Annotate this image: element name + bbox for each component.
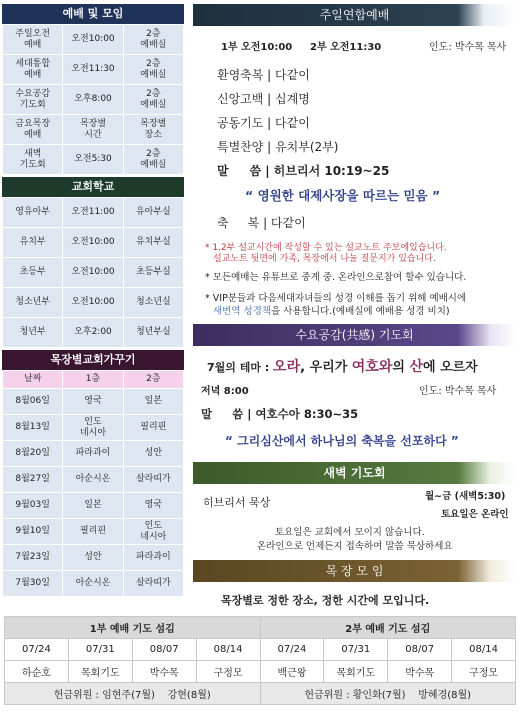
theme-word-mountain: 산 xyxy=(409,359,423,375)
garden-date: 7월30일 xyxy=(3,571,63,597)
worship-name: 새벽 기도회 xyxy=(3,145,63,175)
prayer-helper-name: 백근왕 xyxy=(260,661,324,683)
bible-name-highlight: 새번역 성경책 xyxy=(213,306,272,317)
worship-row xyxy=(3,25,184,55)
garden-floor1: 아순시온 xyxy=(63,571,123,597)
group1-title: 1부 예배 기도 섬김 xyxy=(5,617,261,639)
prayer-date: 07/31 xyxy=(324,639,388,661)
prayer-helper-name: 박수목 xyxy=(388,661,452,683)
worship-place: 2층 예배실 xyxy=(123,85,183,115)
offering-group1: 헌금위원 : 임현주(7월) 강현(8월) xyxy=(5,683,261,705)
theme-text-2: 의 xyxy=(392,360,410,375)
school-row xyxy=(3,198,184,228)
worship-name: 주일오전 예배 xyxy=(3,25,63,55)
garden-floor1: 필리핀 xyxy=(63,519,123,545)
garden-date: 8월06일 xyxy=(3,389,63,415)
service-time-2: 2부 오전11:30 xyxy=(310,42,382,53)
prayer-helper-name: 구정모 xyxy=(452,661,516,683)
prayer-date: 08/14 xyxy=(196,639,260,661)
prayer-helpers-table xyxy=(4,616,516,705)
garden-floor1: 성안 xyxy=(63,545,123,571)
garden-duty-row xyxy=(3,415,184,441)
sermon-title-quote: “ 영원한 대제사장을 따르는 믿음 ” xyxy=(245,188,441,203)
garden-duty-row xyxy=(3,571,184,597)
school-dept: 초등부 xyxy=(3,258,63,288)
wednesday-time: 저녁 8:00 xyxy=(201,386,249,397)
garden-floor1: 일본 xyxy=(63,493,123,519)
school-time: 오전11:00 xyxy=(63,198,123,228)
theme-text-3: 에 오르자 xyxy=(422,360,478,375)
school-row xyxy=(3,318,184,348)
theme-label: 7월의 테마 : xyxy=(207,361,274,374)
worship-name: 금요목장 예배 xyxy=(3,115,63,145)
theme-text-1: , 우리가 xyxy=(300,360,352,375)
wednesday-quote: “ 그리심산에서 하나님의 축복을 선포하다 ” xyxy=(225,434,459,448)
liturgy-welcome: 환영축복 | 다같이 xyxy=(217,68,310,82)
garden-duty-row xyxy=(3,493,184,519)
school-room: 청소년실 xyxy=(123,288,183,318)
worship-place: 목장별 장소 xyxy=(123,115,183,145)
dawn-note-1: 토요일은 교회에서 모이지 않습니다. xyxy=(275,527,425,538)
wednesday-prayer-title: 수요공감(共感) 기도회 xyxy=(193,324,516,346)
offering-row xyxy=(5,683,516,705)
school-dept: 청년부 xyxy=(3,318,63,348)
col-header-date: 날짜 xyxy=(3,371,63,389)
liturgy-creed: 신앙고백 | 십계명 xyxy=(217,92,310,106)
garden-date: 9월10일 xyxy=(3,519,63,545)
prayer-helper-name: 하순호 xyxy=(5,661,69,683)
garden-date: 8월27일 xyxy=(3,467,63,493)
worship-time: 오전5:30 xyxy=(63,145,123,175)
prayer-date: 07/31 xyxy=(68,639,132,661)
prayer-names-row xyxy=(5,661,516,683)
garden-duty-row xyxy=(3,519,184,545)
school-time: 오전10:00 xyxy=(63,288,123,318)
school-row xyxy=(3,288,184,318)
garden-floor2: 필리핀 xyxy=(123,415,183,441)
prayer-helpers-header-row xyxy=(5,617,516,639)
dawn-note-2: 온라인으로 언제든지 접속하여 말씀 묵상하세요 xyxy=(257,541,453,552)
garden-floor1: 영국 xyxy=(63,389,123,415)
service-leader: 인도: 박수목 목사 xyxy=(429,42,507,53)
garden-floor2: 인도 네시아 xyxy=(123,519,183,545)
small-group-text: 목장별로 정한 장소, 정한 시간에 모입니다. xyxy=(221,594,430,607)
worship-name: 수요공감 기도회 xyxy=(3,85,63,115)
right-column xyxy=(193,4,516,607)
garden-floor2: 성안 xyxy=(123,441,183,467)
worship-place: 2층 예배실 xyxy=(123,55,183,85)
garden-floor2: 영국 xyxy=(123,493,183,519)
youtube-note: * 모든예배는 유튜브로 중계 중. 온라인으로참여 할수 있습니다. xyxy=(205,272,467,283)
school-dept: 유치부 xyxy=(3,228,63,258)
col-header-floor1: 1층 xyxy=(63,371,123,389)
worship-row xyxy=(3,85,184,115)
prayer-dates-row xyxy=(5,639,516,661)
worship-row xyxy=(3,115,184,145)
garden-floor2: 파라과이 xyxy=(123,545,183,571)
school-row xyxy=(3,258,184,288)
worship-schedule-title: 예배 및 모임 xyxy=(2,4,184,24)
garden-duty-row xyxy=(3,545,184,571)
liturgy-blessing: 축 복 | 다같이 xyxy=(217,216,306,230)
prayer-date: 08/07 xyxy=(132,639,196,661)
worship-place: 2층 예배실 xyxy=(123,25,183,55)
garden-floor1: 인도 네시아 xyxy=(63,415,123,441)
garden-duty-title: 목장별교회가꾸기 xyxy=(2,350,184,370)
garden-date: 9월03일 xyxy=(3,493,63,519)
sunday-service-title: 주일연합예배 xyxy=(193,4,516,26)
group2-title: 2부 예배 기도 섬김 xyxy=(260,617,516,639)
worship-time: 오후8:00 xyxy=(63,85,123,115)
school-room: 유치부실 xyxy=(123,228,183,258)
worship-schedule-table xyxy=(2,24,184,175)
school-dept: 영유아부 xyxy=(3,198,63,228)
liturgy-special-praise: 특별찬양 | 유치부(2부) xyxy=(217,140,339,154)
worship-row xyxy=(3,145,184,175)
prayer-helpers-section xyxy=(4,616,516,705)
garden-floor1: 파라과이 xyxy=(63,441,123,467)
worship-time: 목장별 시간 xyxy=(63,115,123,145)
dawn-prayer-subject: 히브리서 묵상 xyxy=(203,496,271,509)
school-room: 청년부실 xyxy=(123,318,183,348)
garden-floor2: 일본 xyxy=(123,389,183,415)
service-time-1: 1부 오전10:00 xyxy=(221,42,293,53)
school-room: 초등부실 xyxy=(123,258,183,288)
garden-floor2: 살라띠가 xyxy=(123,571,183,597)
church-school-title: 교회학교 xyxy=(2,177,184,197)
school-time: 오후2:00 xyxy=(63,318,123,348)
worship-row xyxy=(3,55,184,85)
church-school-table xyxy=(2,197,184,348)
school-dept: 청소년부 xyxy=(3,288,63,318)
worship-time: 오전10:00 xyxy=(63,25,123,55)
garden-duty-row xyxy=(3,467,184,493)
bible-note: * VIP분들과 다음세대자녀들의 성경 이해를 돕기 위해 예배시에 xyxy=(205,293,467,304)
garden-floor1: 아순시온 xyxy=(63,467,123,493)
garden-floor2: 살라띠가 xyxy=(123,467,183,493)
theme-word-lord: 여호와 xyxy=(351,359,393,375)
garden-date: 8월20일 xyxy=(3,441,63,467)
prayer-date: 08/07 xyxy=(388,639,452,661)
dawn-saturday-online: 토요일은 온라인 xyxy=(441,509,509,520)
worship-time: 오전11:30 xyxy=(63,55,123,85)
prayer-helper-name: 박수목 xyxy=(132,661,196,683)
dawn-prayer-schedule xyxy=(425,488,505,502)
worship-place: 2층 예배실 xyxy=(123,145,183,175)
dawn-schedule-text: 월~금 (새벽5:30) xyxy=(425,491,506,502)
dawn-prayer-title: 새벽 기도회 xyxy=(193,462,516,484)
garden-duty-header-row xyxy=(3,371,184,389)
monthly-theme xyxy=(207,356,478,376)
prayer-date: 08/14 xyxy=(452,639,516,661)
liturgy-sermon: 말 씀 | 히브리서 10:19~25 xyxy=(217,164,390,178)
bible-note-2 xyxy=(213,306,450,318)
wednesday-leader: 인도: 박수목 목사 xyxy=(419,386,497,397)
prayer-helper-name: 목회기도 xyxy=(324,661,388,683)
theme-word-come: 오라 xyxy=(273,359,301,375)
school-time: 오전10:00 xyxy=(63,258,123,288)
garden-duty-table xyxy=(2,370,184,597)
left-column xyxy=(2,4,184,597)
sermon-note-info: * 1,2부 설교시간에 작성할 수 있는 설교노트 주보에있습니다. xyxy=(205,243,447,253)
prayer-helper-name: 구정모 xyxy=(196,661,260,683)
small-group-title: 목 장 모 임 xyxy=(193,560,516,582)
school-row xyxy=(3,228,184,258)
prayer-helper-name: 목회기도 xyxy=(68,661,132,683)
school-time: 오전10:00 xyxy=(63,228,123,258)
prayer-date: 07/24 xyxy=(260,639,324,661)
offering-group2: 헌금위원 : 황인화(7월) 방혜경(8월) xyxy=(260,683,516,705)
liturgy-prayer: 공동기도 | 다같이 xyxy=(217,116,310,130)
worship-name: 세대통합 예배 xyxy=(3,55,63,85)
prayer-date: 07/24 xyxy=(5,639,69,661)
school-room: 유아부실 xyxy=(123,198,183,228)
sermon-note-info-2: 설교노트 뒷면에 가족, 목장에서 나눌 질문지가 있습니다. xyxy=(213,254,436,264)
garden-duty-row xyxy=(3,389,184,415)
wednesday-sermon: 말 씀 | 여호수아 8:30~35 xyxy=(201,407,359,421)
garden-date: 8월13일 xyxy=(3,415,63,441)
bible-note-rest: 을 사용합니다.(예배실에 예배용 성경 비치) xyxy=(271,306,450,317)
col-header-floor2: 2층 xyxy=(123,371,183,389)
garden-date: 7월23일 xyxy=(3,545,63,571)
garden-duty-row xyxy=(3,441,184,467)
